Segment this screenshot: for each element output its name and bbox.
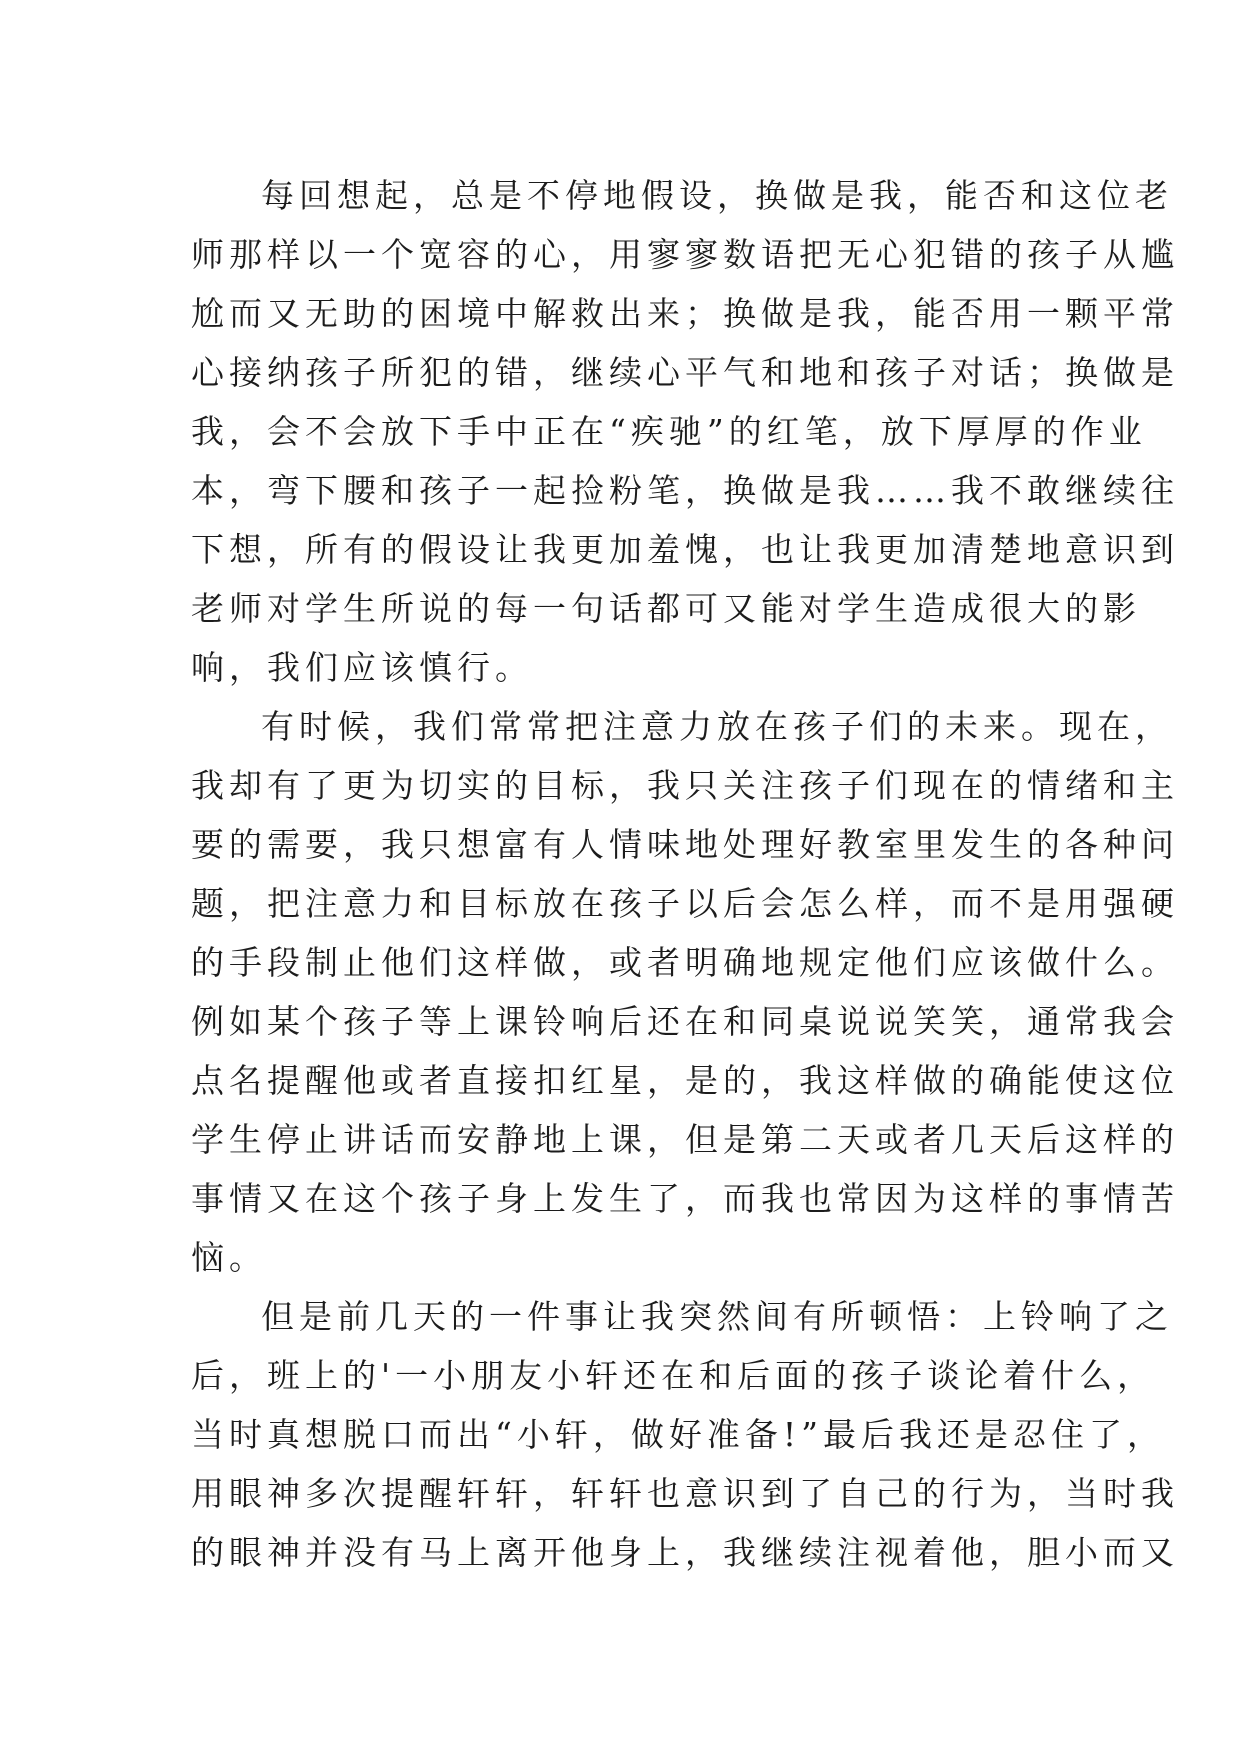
text-line: 我却有了更为切实的目标，我只关注孩子们现在的情绪和主 [191, 766, 1179, 805]
text-line: 响，我们应该慎行。 [191, 648, 533, 687]
text-line: 尬而又无助的困境中解救出来；换做是我，能否用一颗平常 [191, 294, 1179, 333]
text-line: 事情又在这个孩子身上发生了，而我也常因为这样的事情苦 [191, 1179, 1179, 1218]
text-line: 有时候，我们常常把注意力放在孩子们的未来。现在， [261, 707, 1173, 746]
text-line: 的手段制止他们这样做，或者明确地规定他们应该做什么。 [191, 943, 1179, 982]
text-line: 但是前几天的一件事让我突然间有所顿悟：上铃响了之 [261, 1297, 1173, 1336]
paragraph-1 [191, 166, 1179, 697]
text-line: 每回想起，总是不停地假设，换做是我，能否和这位老 [261, 176, 1173, 215]
text-line: 下想，所有的假设让我更加羞愧，也让我更加清楚地意识到 [191, 530, 1179, 569]
text-line: 师那样以一个宽容的心，用寥寥数语把无心犯错的孩子从尴 [191, 235, 1179, 274]
text-line: 题，把注意力和目标放在孩子以后会怎么样，而不是用强硬 [191, 884, 1179, 923]
document-body [191, 166, 1179, 1582]
paragraph-3 [191, 1287, 1179, 1582]
text-line: 恼。 [191, 1238, 267, 1277]
text-line: 老师对学生所说的每一句话都可又能对学生造成很大的影 [191, 589, 1141, 628]
text-line: 用眼神多次提醒轩轩，轩轩也意识到了自己的行为，当时我 [191, 1474, 1179, 1513]
text-line: 本，弯下腰和孩子一起捡粉笔，换做是我……我不敢继续往 [191, 471, 1179, 510]
text-line: 当时真想脱口而出“小轩，做好准备!”最后我还是忍住了， [191, 1415, 1166, 1454]
text-line: 的眼神并没有马上离开他身上，我继续注视着他，胆小而又 [191, 1533, 1179, 1572]
text-line: 后，班上的'一小朋友小轩还在和后面的孩子谈论着什么， [191, 1356, 1156, 1395]
text-line: 我，会不会放下手中正在“疾驰”的红笔，放下厚厚的作业 [191, 412, 1147, 451]
text-line: 心接纳孩子所犯的错，继续心平气和地和孩子对话；换做是 [191, 353, 1179, 392]
text-line: 要的需要，我只想富有人情味地处理好教室里发生的各种问 [191, 825, 1179, 864]
text-line: 点名提醒他或者直接扣红星，是的，我这样做的确能使这位 [191, 1061, 1179, 1100]
text-line: 例如某个孩子等上课铃响后还在和同桌说说笑笑，通常我会 [191, 1002, 1179, 1041]
paragraph-2 [191, 697, 1179, 1287]
text-line: 学生停止讲话而安静地上课，但是第二天或者几天后这样的 [191, 1120, 1179, 1159]
